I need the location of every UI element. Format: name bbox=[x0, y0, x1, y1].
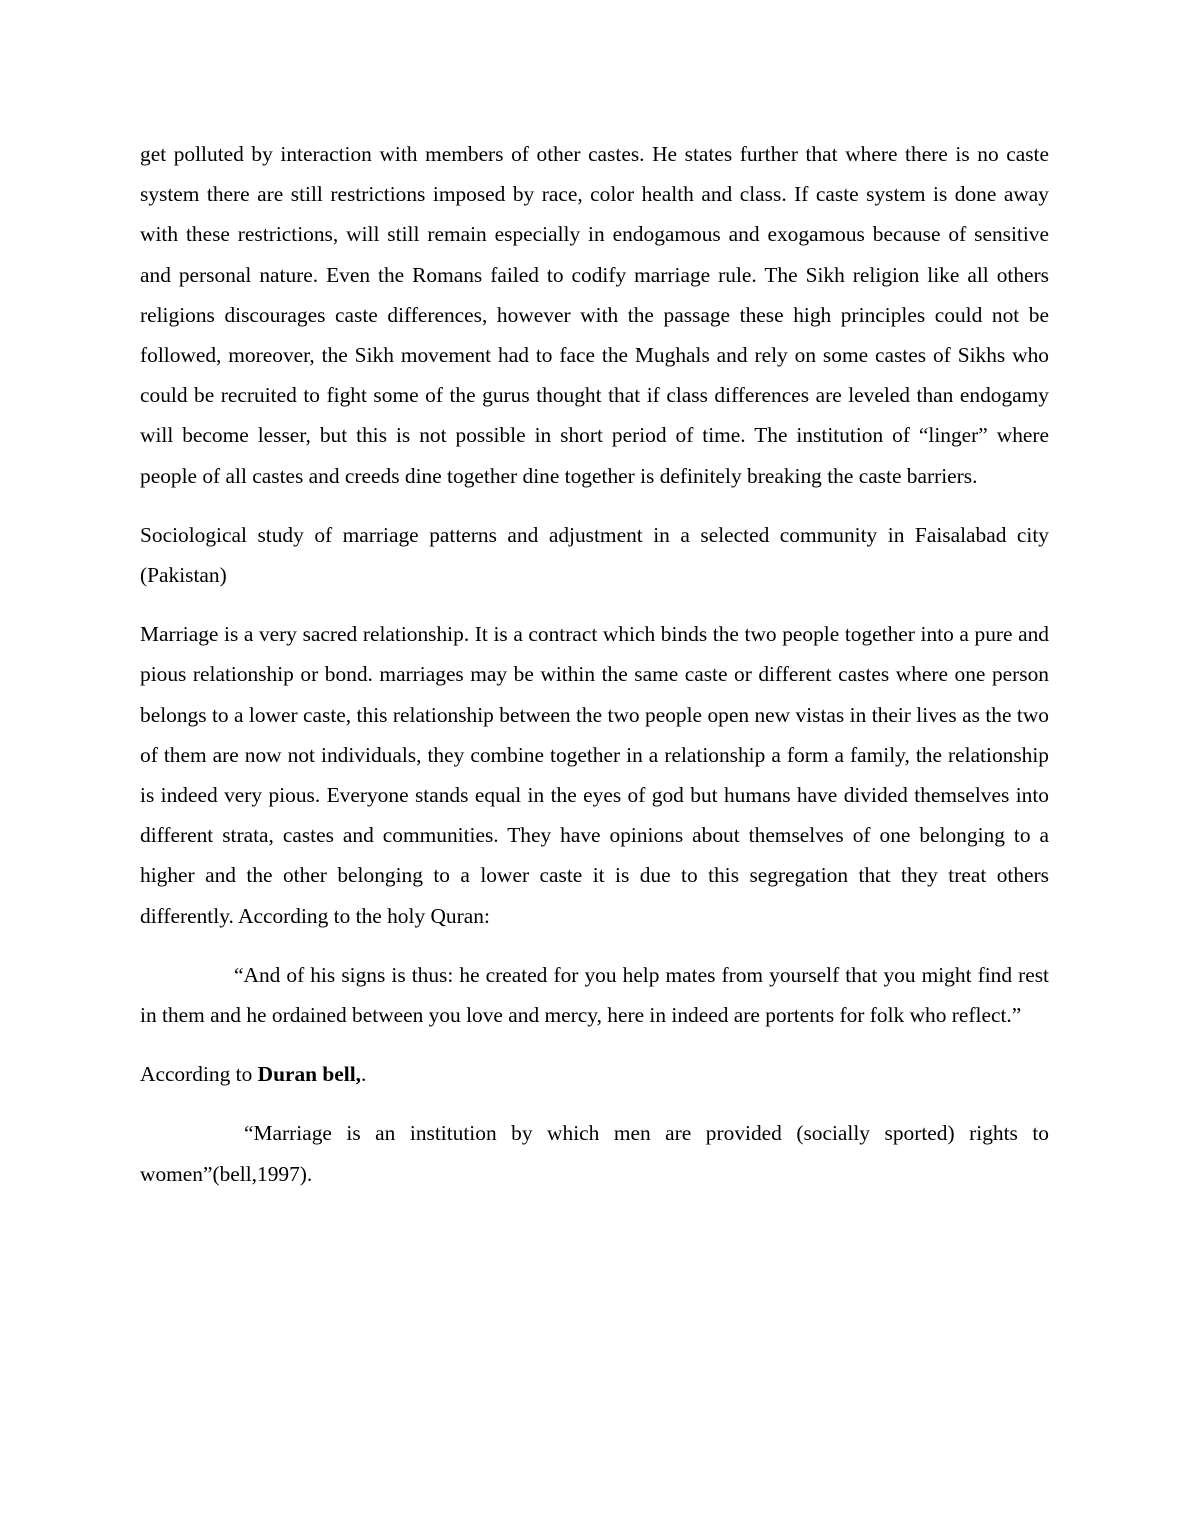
quran-quote: “And of his signs is thus: he created for you help mates from yourself that you might find rest in them and he ordained between you love and mercy, here in indeed are portents for folk who reflect.” bbox=[140, 962, 1049, 1028]
according-to-line bbox=[140, 1054, 1049, 1094]
body-paragraph-caste-restrictions: get polluted by interaction with members of other castes. He states further that where there is no caste system there are still restrictions imposed by race, color health and class. If caste system is done away with these restrictions, will still remain especially in endogamous and exogamous because of sensitive and personal nature. Even the Romans failed to codify marriage rule. The Sikh religion like all others religions discourages caste differences, however with the passage these high principles could not be followed, moreover, the Sikh movement had to face the Mughals and rely on some castes of Sikhs who could be recruited to fight some of the gurus thought that if class differences are leveled than endogamy will become lesser, but this is not possible in short period of time. The institution of “linger” where people of all castes and creeds dine together dine together is definitely breaking the caste barriers. bbox=[140, 142, 1049, 488]
according-prefix: According to bbox=[140, 1062, 258, 1087]
section-heading-study: Sociological study of marriage patterns and adjustment in a selected community in Faisalabad city (Pakistan) bbox=[140, 522, 1049, 588]
body-paragraph-marriage: Marriage is a very sacred relationship. It is a contract which binds the two people together into a pure and pious relationship or bond. marriages may be within the same caste or different castes where one person belongs to a lower caste, this relationship between the two people open new vistas in their lives as the two of them are now not individuals, they combine together in a relationship a form a family, the relationship is indeed very pious. Everyone stands equal in the eyes of god but humans have divided themselves into different strata, castes and communities. They have opinions about themselves of one belonging to a higher and the other belonging to a lower caste it is due to this segregation that they treat others differently. According to the holy Quran: bbox=[140, 622, 1049, 928]
document-page bbox=[140, 134, 1049, 1194]
according-suffix: . bbox=[361, 1062, 367, 1087]
author-name: Duran bell, bbox=[257, 1062, 362, 1087]
bell-quote: “Marriage is an institution by which men are provided (socially sported) rights to women”(bell,1997). bbox=[140, 1121, 1049, 1186]
